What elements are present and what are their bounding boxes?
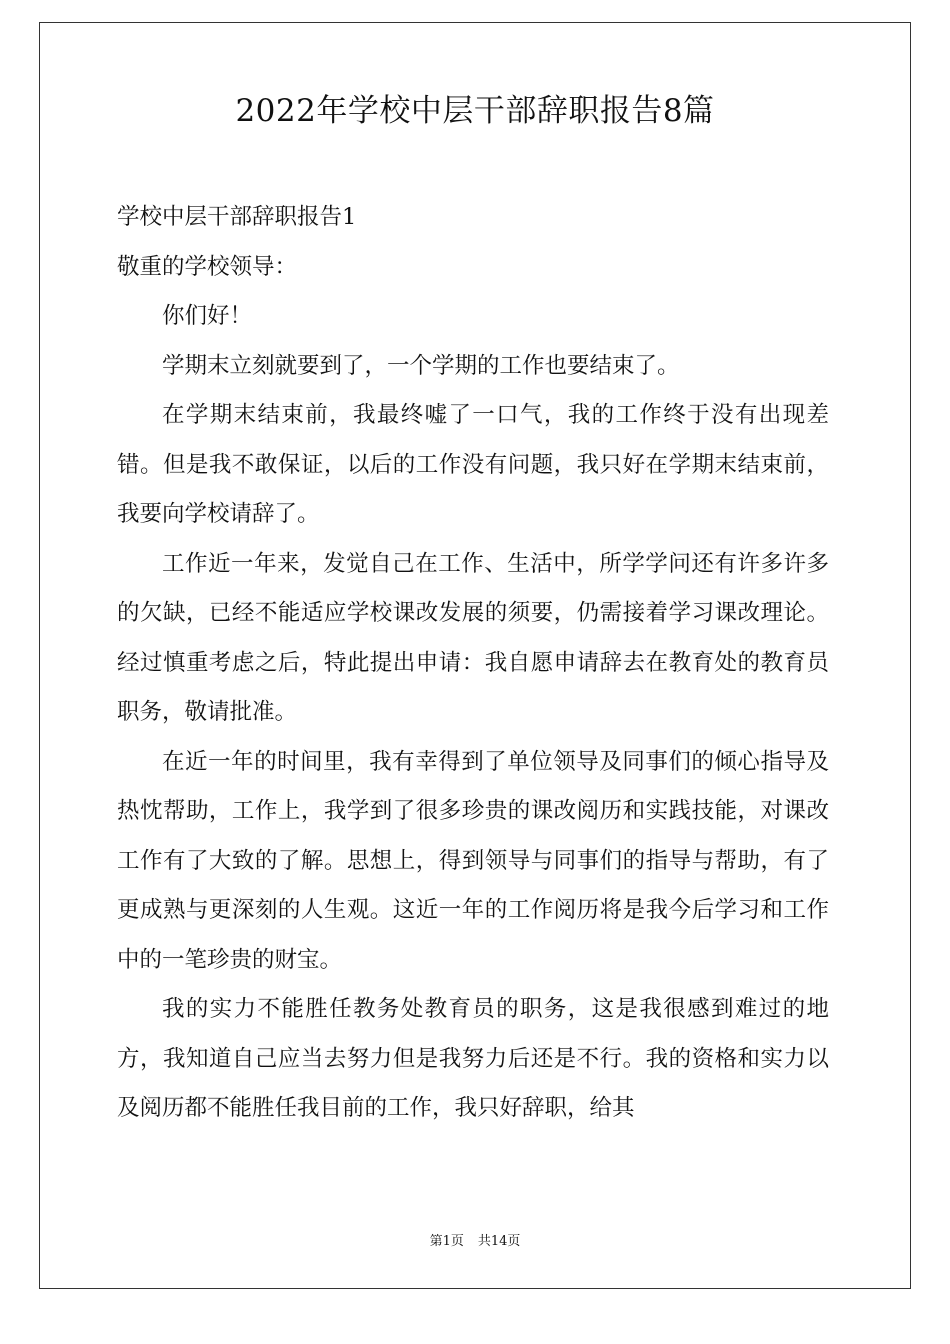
section-heading: 学校中层干部辞职报告1 bbox=[117, 204, 357, 230]
paragraph: 工作近一年来，发觉自己在工作、生活中，所学学问还有许多许多的欠缺，已经不能适应学校课改发展的须要，仍需接着学习课改理论。经过慎重考虑之后，特此提出申请：我自愿申请辞去在教育处的教育员职务，敬请批准。 bbox=[117, 550, 829, 725]
page-footer bbox=[39, 1233, 911, 1251]
paragraph: 在近一年的时间里，我有幸得到了单位领导及同事们的倾心指导及热忱帮助，工作上，我学到了很多珍贵的课改阅历和实践技能，对课改工作有了大致的了解。思想上，得到领导与同事们的指导与帮助，有了更成熟与更深刻的人生观。这近一年的工作阅历将是我今后学习和工作中的一笔珍贵的财宝。 bbox=[117, 748, 829, 973]
document-body bbox=[117, 193, 829, 1134]
salutation: 敬重的学校领导： bbox=[117, 253, 298, 280]
document-title: 2022年学校中层干部辞职报告8篇 bbox=[235, 93, 715, 129]
paragraph-greeting: 你们好！ bbox=[162, 303, 253, 329]
paragraph: 在学期末结束前，我最终嘘了一口气，我的工作终于没有出现差错。但是我不敢保证，以后的工作没有问题，我只好在学期末结束前，我要向学校请辞了。 bbox=[117, 402, 829, 527]
paragraph: 学期末立刻就要到了，一个学期的工作也要结束了。 bbox=[162, 352, 680, 379]
page-number-total: 共14页 bbox=[477, 1234, 521, 1249]
paragraph: 我的实力不能胜任教务处教育员的职务，这是我很感到难过的地方，我知道自己应当去努力但是我努力后还是不行。我的资格和实力以及阅历都不能胜任我目前的工作，我只好辞职，给其 bbox=[117, 996, 829, 1121]
page-number-current: 第1页 bbox=[429, 1234, 464, 1249]
